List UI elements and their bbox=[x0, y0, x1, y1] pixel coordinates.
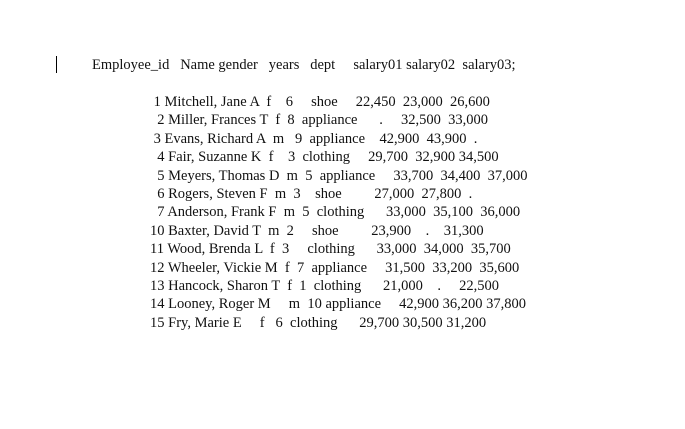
data-line: 5 Meyers, Thomas D m 5 appliance 33,700 34,400 37,000 bbox=[150, 167, 528, 184]
text-cursor bbox=[56, 56, 57, 73]
data-line: 2 Miller, Frances T f 8 appliance . 32,500 33,000 bbox=[150, 112, 488, 129]
data-line: 10 Baxter, David T m 2 shoe 23,900 . 31,300 bbox=[150, 222, 484, 239]
data-line: 12 Wheeler, Vickie M f 7 appliance 31,500 33,200 35,600 bbox=[150, 259, 520, 276]
data-line: 15 Fry, Marie E f 6 clothing 29,700 30,500 31,200 bbox=[150, 314, 487, 331]
data-line: 3 Evans, Richard A m 9 appliance 42,900 43,900 . bbox=[150, 130, 478, 147]
data-line: 11 Wood, Brenda L f 3 clothing 33,000 34,000 35,700 bbox=[150, 241, 511, 258]
data-line: 4 Fair, Suzanne K f 3 clothing 29,700 32,900 34,500 bbox=[150, 149, 499, 166]
data-lines bbox=[150, 93, 528, 332]
data-line: 1 Mitchell, Jane A f 6 shoe 22,450 23,000 26,600 bbox=[150, 94, 490, 110]
data-line: 6 Rogers, Steven F m 3 shoe 27,000 27,800 . bbox=[150, 186, 473, 203]
data-line: 14 Looney, Roger M m 10 appliance 42,900 36,200 37,800 bbox=[150, 296, 527, 313]
data-line: 7 Anderson, Frank F m 5 clothing 33,000 35,100 36,000 bbox=[150, 204, 521, 221]
data-line: 13 Hancock, Sharon T f 1 clothing 21,000 . 22,500 bbox=[150, 278, 500, 295]
data-header-line: Employee_id Name gender years dept salary01 salary02 salary03; bbox=[92, 57, 516, 73]
